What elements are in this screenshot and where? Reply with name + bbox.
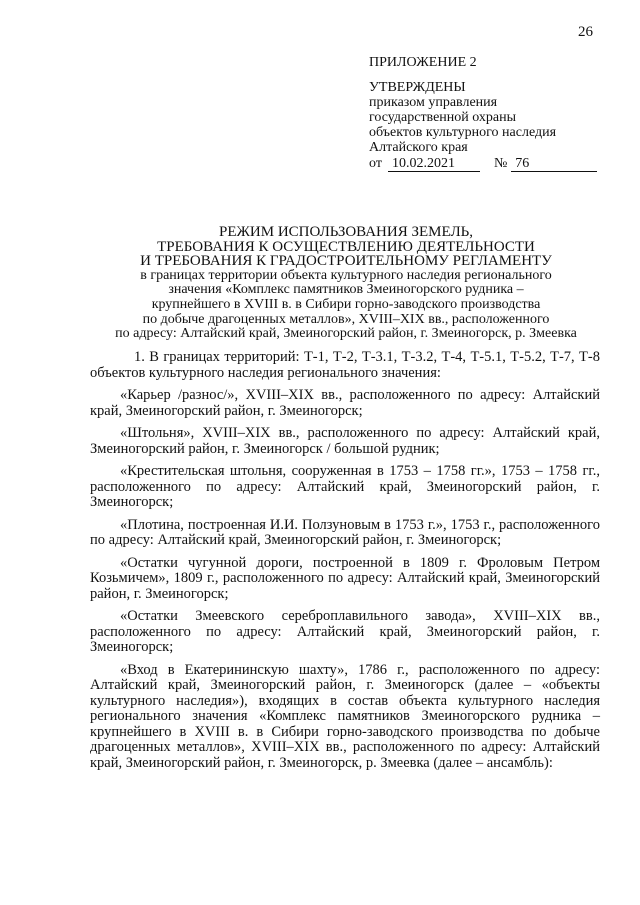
heading-title-line: ТРЕБОВАНИЯ К ОСУЩЕСТВЛЕНИЮ ДЕЯТЕЛЬНОСТИ [157, 238, 535, 255]
order-date: 10.02.2021 [388, 157, 480, 172]
heading-title-line: И ТРЕБОВАНИЯ К ГРАДОСТРОИТЕЛЬНОМУ РЕГЛАМЕНТУ [140, 253, 552, 270]
approval-line: Алтайского края [369, 140, 468, 155]
heading-title-line: РЕЖИМ ИСПОЛЬЗОВАНИЯ ЗЕМЕЛЬ, [218, 224, 473, 240]
approval-line: государственной охраны [369, 110, 517, 125]
document-body [90, 350, 600, 778]
approval-line: приказом управления [369, 95, 498, 110]
heading-subtitle-line: в границах территории объекта культурного наследия регионального [140, 267, 552, 283]
document-heading [86, 225, 606, 342]
body-paragraph: «Крестительская штольня, сооруженная в 1753 – 1758 гг.», 1753 – 1758 гг., расположенного по адресу: Алтайский край, Змеиногорский район, г. Змеиногорск; [90, 463, 600, 510]
body-paragraph: 1. В границах территорий: Т-1, Т-2, Т-3.1, Т-3.2, Т-4, Т-5.1, Т-5.2, Т-7, Т-8 объектов культурного наследия регионального значения: [90, 349, 600, 381]
heading-subtitle-line: по адресу: Алтайский край, Змеиногорский район, г. Змеиногорск, р. Змеевка [115, 326, 577, 342]
body-paragraph: «Карьер /разнос/», XVIII–XIX вв., расположенного по адресу: Алтайский край, Змеиногорский район, г. Змеиногорск; [90, 387, 600, 419]
date-prefix: от [369, 156, 382, 171]
body-paragraph: «Остатки чугунной дороги, построенной в 1809 г. Фроловым Петром Козьмичем», 1809 г., расположенного по адресу: Алтайский край, Змеиногорский район, г. Змеиногорск; [90, 554, 600, 602]
heading-subtitle-line: значения «Комплекс памятников Змеиногорского рудника – [168, 282, 524, 298]
body-paragraph: «Плотина, построенная И.И. Ползуновым в 1753 г.», 1753 г., расположенного по адресу: Алтайский край, Змеиногорский район, г. Змеиногорск; [90, 516, 600, 548]
body-paragraph: «Штольня», XVIII–XIX вв., расположенного по адресу: Алтайский край, Змеиногорский район, г. Змеиногорск / большой рудник; [90, 425, 600, 457]
body-paragraph: «Вход в Екатерининскую шахту», 1786 г., расположенного по адресу: Алтайский край, Змеиногорский район, г. Змеиногорск (далее – «объекты культурного наследия»), входящих в состав объекта культурного наследия регионального значения «Комплекс памятников Змеиногорского рудника – крупнейшего в XVIII в. в Сибири горно-заводского производства по добыче драгоценных металлов», XVIII–XIX вв., расположенного по адресу: Алтайский край, Змеиногорский район, г. Змеиногорск, р. Змеевка (далее – ансамбль): [90, 661, 600, 771]
number-prefix: № [493, 156, 508, 171]
approved-label: УТВЕРЖДЕНЫ [369, 80, 466, 95]
approval-block [369, 55, 619, 172]
body-paragraph: «Остатки Змеевского сереброплавильного завода», XVIII–XIX вв., расположенного по адресу: Алтайский край, Змеиногорский район, г. Змеиногорск; [90, 608, 600, 655]
heading-subtitle-line: по добыче драгоценных металлов», XVIII–XIX вв., расположенного [142, 311, 550, 327]
approval-line: объектов культурного наследия [369, 125, 557, 140]
page-number: 26 [578, 24, 593, 40]
order-number: 76 [511, 157, 597, 172]
heading-subtitle-line: крупнейшего в XVIII в. в Сибири горно-заводского производства [151, 296, 541, 312]
order-line [369, 156, 619, 172]
appendix-label: ПРИЛОЖЕНИЕ 2 [369, 55, 477, 70]
